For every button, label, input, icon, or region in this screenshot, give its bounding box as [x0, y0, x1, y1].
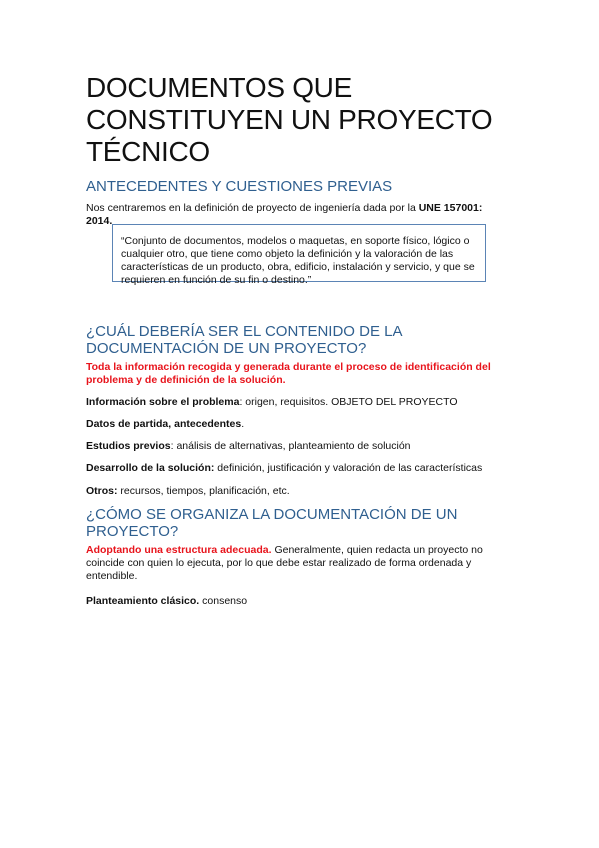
- item-text: recursos, tiempos, planificación, etc.: [117, 485, 290, 497]
- section-heading-antecedentes: ANTECEDENTES Y CUESTIONES PREVIAS: [86, 178, 393, 195]
- section-heading-contenido: ¿CUÁL DEBERÍA SER EL CONTENIDO DE LA DOCUMENTACIÓN DE UN PROYECTO?: [86, 323, 402, 357]
- list-item: [86, 485, 516, 498]
- item-text: .: [241, 418, 245, 430]
- item-text: definición, justificación y valoración de las características: [214, 462, 483, 474]
- item-text: : origen, requisitos. OBJETO DEL PROYECTO: [239, 396, 458, 408]
- planteamiento-label: Planteamiento clásico.: [86, 595, 200, 607]
- list-item: [86, 396, 516, 409]
- item-label: Información sobre el problema: [86, 396, 240, 408]
- organizacion-highlight: Adoptando una estructura adecuada.: [86, 544, 272, 556]
- list-item: [86, 418, 516, 431]
- organizacion-text: Generalmente, quien redacta un proyecto no coincide con quien lo ejecuta, por lo que debe estar realizado de forma ordenada y entendible.: [86, 544, 483, 582]
- list-item: [86, 462, 516, 475]
- planteamiento-text: consenso: [199, 595, 248, 607]
- planteamiento-paragraph: [86, 595, 516, 608]
- item-label: Desarrollo de la solución:: [86, 462, 215, 474]
- list-item: [86, 440, 516, 453]
- definition-quote-box: “Conjunto de documentos, modelos o maquetas, en soporte físico, lógico o cualquier otro, que tiene como objeto la definición y la valoración de las características de un producto, obra, edificio, instalación y servicio, y que se requieren en función de su fin o destino.”: [112, 224, 486, 282]
- section-heading-organizacion: ¿CÓMO SE ORGANIZA LA DOCUMENTACIÓN DE UN PROYECTO?: [86, 506, 458, 540]
- page-title: DOCUMENTOS QUE CONSTITUYEN UN PROYECTO TÉCNICO: [86, 72, 493, 167]
- intro-text: Nos centraremos en la definición de proyecto de ingeniería dada por la: [86, 202, 419, 214]
- contenido-highlight: [86, 361, 516, 387]
- item-text: : análisis de alternativas, planteamiento de solución: [170, 440, 411, 452]
- organizacion-paragraph: [86, 544, 516, 583]
- contenido-highlight-text: Toda la información recogida y generada durante el proceso de identificación del problema y de definición de la solución.: [86, 361, 491, 386]
- item-label: Otros:: [86, 485, 118, 497]
- item-label: Datos de partida, antecedentes: [86, 418, 242, 430]
- item-label: Estudios previos: [86, 440, 171, 452]
- intro-standard: UNE 157001: 2014.: [86, 202, 483, 227]
